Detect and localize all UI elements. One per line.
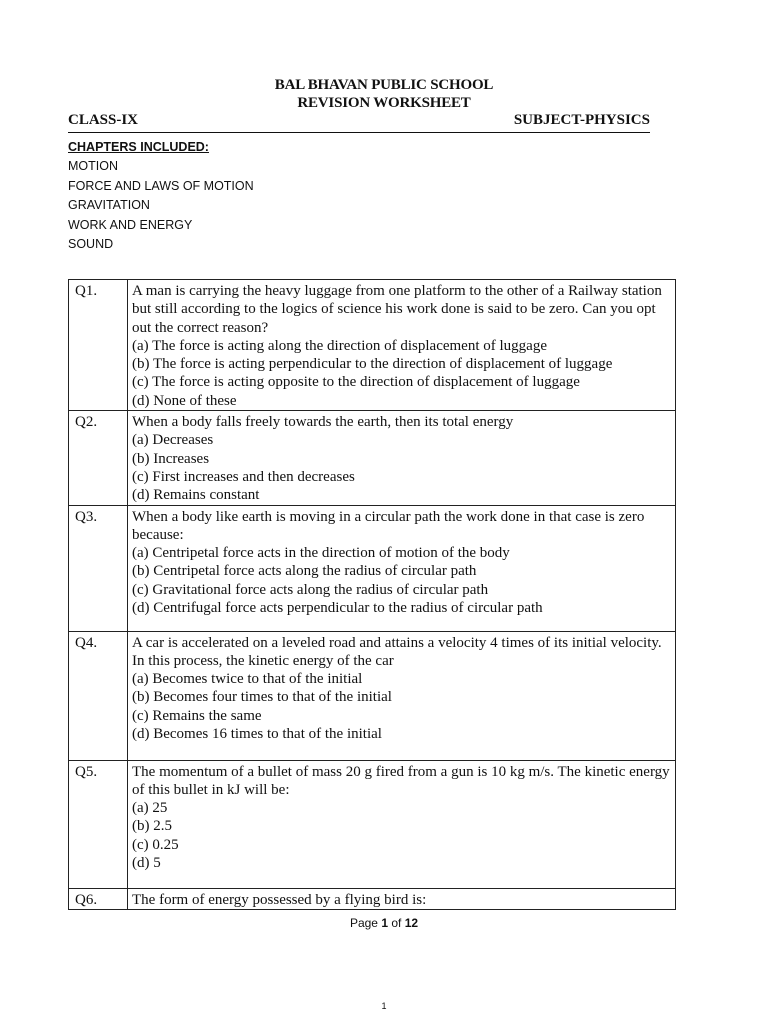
chapter-item: MOTION bbox=[68, 159, 118, 173]
school-name: BAL BHAVAN PUBLIC SCHOOL bbox=[274, 77, 494, 93]
question-text: The form of energy possessed by a flying bird is: bbox=[132, 891, 427, 908]
question-number: Q5. bbox=[69, 760, 128, 888]
question-row bbox=[69, 411, 676, 505]
worksheet-title: REVISION WORKSHEET bbox=[297, 95, 471, 111]
page-footer bbox=[0, 916, 768, 930]
question-option: (b) Centripetal force acts along the radius of circular path bbox=[132, 563, 477, 580]
question-option: (c) Remains the same bbox=[132, 707, 262, 724]
question-option: (a) Decreases bbox=[132, 432, 214, 449]
question-number: Q1. bbox=[69, 280, 128, 411]
question-body bbox=[128, 411, 676, 505]
question-body bbox=[128, 888, 676, 909]
question-option: (d) None of these bbox=[132, 392, 237, 409]
question-option: (d) 5 bbox=[132, 855, 161, 872]
question-option: (d) Becomes 16 times to that of the initial bbox=[132, 726, 382, 743]
question-option: (b) Becomes four times to that of the initial bbox=[132, 689, 392, 706]
question-row bbox=[69, 505, 676, 631]
question-number: Q2. bbox=[69, 411, 128, 505]
question-text: A car is accelerated on a leveled road and attains a velocity 4 times of its initial velocity. In this process, the kinetic energy of the car bbox=[132, 634, 662, 669]
question-option: (c) Gravitational force acts along the radius of circular path bbox=[132, 581, 489, 598]
question-option: (b) 2.5 bbox=[132, 818, 172, 835]
questions-table bbox=[68, 279, 676, 910]
page-word: Page bbox=[349, 916, 378, 930]
pdf-page-number: 1 bbox=[381, 1001, 387, 1011]
question-body bbox=[128, 505, 676, 631]
question-option: (a) Centripetal force acts in the direction of motion of the body bbox=[132, 545, 510, 562]
question-option: (a) 25 bbox=[132, 800, 168, 817]
question-body bbox=[128, 631, 676, 760]
question-text: When a body falls freely towards the earth, then its total energy bbox=[132, 414, 514, 431]
chapter-item: WORK AND ENERGY bbox=[68, 217, 193, 232]
chapters-list bbox=[68, 138, 254, 255]
subject-label: SUBJECT-PHYSICS bbox=[513, 112, 650, 128]
question-body bbox=[128, 760, 676, 888]
question-option: (a) Becomes twice to that of the initial bbox=[132, 671, 363, 688]
question-option: (c) First increases and then decreases bbox=[132, 468, 355, 485]
chapters-heading: CHAPTERS INCLUDED: bbox=[68, 140, 209, 154]
of-word: of bbox=[391, 916, 402, 930]
question-text: The momentum of a bullet of mass 20 g fired from a gun is 10 kg m/s. The kinetic energy of this bullet in kJ will be: bbox=[132, 763, 670, 798]
question-option: (c) 0.25 bbox=[132, 836, 179, 853]
question-body bbox=[128, 280, 676, 411]
question-row bbox=[69, 631, 676, 760]
question-option: (b) Increases bbox=[132, 450, 210, 467]
class-label: CLASS-IX bbox=[68, 112, 139, 128]
page-number: 1 bbox=[381, 916, 388, 930]
question-text: When a body like earth is moving in a circular path the work done in that case is zero because: bbox=[132, 508, 645, 543]
question-row bbox=[69, 280, 676, 411]
question-option: (c) The force is acting opposite to the direction of displacement of luggage bbox=[132, 374, 580, 391]
question-number: Q4. bbox=[69, 631, 128, 760]
page-total: 12 bbox=[404, 916, 419, 930]
chapter-item: SOUND bbox=[68, 237, 114, 251]
question-option: (d) Centrifugal force acts perpendicular to the radius of circular path bbox=[132, 600, 543, 617]
question-row bbox=[69, 760, 676, 888]
question-option: (d) Remains constant bbox=[132, 487, 260, 504]
question-option: (b) The force is acting perpendicular to the direction of displacement of luggage bbox=[132, 356, 613, 373]
question-number: Q6. bbox=[69, 888, 128, 909]
question-row bbox=[69, 888, 676, 909]
class-subject-row bbox=[68, 112, 650, 133]
chapter-item: GRAVITATION bbox=[68, 198, 150, 212]
question-number: Q3. bbox=[69, 505, 128, 631]
question-option: (a) The force is acting along the direction of displacement of luggage bbox=[132, 337, 547, 354]
chapter-item: FORCE AND LAWS OF MOTION bbox=[68, 178, 254, 193]
question-text: A man is carrying the heavy luggage from one platform to the other of a Railway station but still according to the logics of science his work done is said to be zero. Can you opt out the correct reason? bbox=[132, 283, 662, 336]
